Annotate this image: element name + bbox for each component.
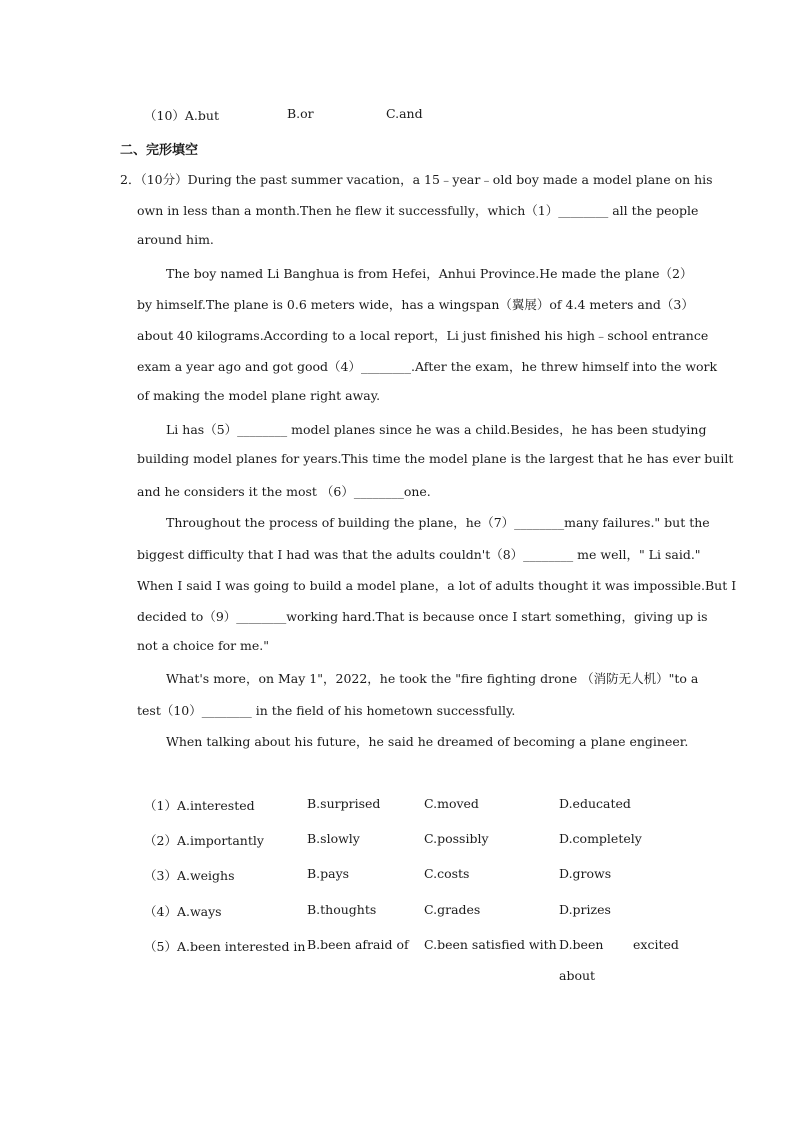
option-1-a: （1）A.interested bbox=[144, 798, 255, 813]
option-2-b: B.slowly bbox=[307, 831, 360, 846]
passage-line: exam a year ago and got good（4）________.After the exam，he threw himself into the work bbox=[137, 359, 718, 374]
option-5-d: D.been bbox=[559, 937, 604, 952]
option-3-a: （3）A.weighs bbox=[144, 868, 235, 883]
passage-line: biggest difficulty that I had was that the adults couldn't（8）________ me well，" Li said." bbox=[137, 547, 701, 562]
option-5-c: C.been satisfied with bbox=[424, 937, 557, 952]
option-3-b: B.pays bbox=[307, 866, 350, 881]
passage-line: decided to（9）________working hard.That is because once I start something，giving up is bbox=[137, 609, 708, 624]
prev-q10-option-c: C.and bbox=[386, 106, 423, 121]
option-4-a: （4）A.ways bbox=[144, 904, 222, 919]
option-5-a: （5）A.been interested in bbox=[144, 939, 306, 954]
passage-line: test（10）________ in the field of his hometown successfully. bbox=[137, 703, 516, 718]
option-5-d-cont: excited bbox=[633, 937, 679, 952]
passage-line: When talking about his future，he said he dreamed of becoming a plane engineer. bbox=[166, 734, 689, 749]
passage-line: What's more，on May 1"，2022，he took the "fire fighting drone （消防无人机）"to a bbox=[166, 671, 699, 686]
passage-line: 2．（10分）During the past summer vacation，a 15﹣year﹣old boy made a model plane on his bbox=[120, 172, 713, 187]
passage-line: and he considers it the most （6）________one. bbox=[137, 484, 431, 499]
passage-line: own in less than a month.Then he flew it successfully，which（1）________ all the people bbox=[137, 203, 699, 218]
passage-line: around him. bbox=[137, 232, 214, 247]
option-5-b: B.been afraid of bbox=[307, 937, 409, 952]
option-1-d: D.educated bbox=[559, 796, 631, 811]
prev-q10-option-b: B.or bbox=[287, 106, 314, 121]
passage-line: of making the model plane right away. bbox=[137, 388, 381, 403]
option-1-b: B.surprised bbox=[307, 796, 381, 811]
option-4-c: C.grades bbox=[424, 902, 481, 917]
option-5-d-wrap: about bbox=[559, 968, 596, 983]
section-heading: 二、完形填空 bbox=[120, 143, 199, 158]
passage-line: by himself.The plane is 0.6 meters wide，has a wingspan（翼展）of 4.4 meters and（3） bbox=[137, 297, 694, 312]
option-2-d: D.completely bbox=[559, 831, 642, 846]
passage-line: When I said I was going to build a model plane，a lot of adults thought it was impossible.But I bbox=[137, 578, 737, 593]
option-3-d: D.grows bbox=[559, 866, 612, 881]
passage-line: The boy named Li Banghua is from Hefei，Anhui Province.He made the plane（2） bbox=[166, 266, 693, 281]
option-4-d: D.prizes bbox=[559, 902, 611, 917]
option-3-c: C.costs bbox=[424, 866, 470, 881]
option-1-c: C.moved bbox=[424, 796, 479, 811]
prev-q10-option-a: （10）A.but bbox=[144, 108, 219, 123]
option-4-b: B.thoughts bbox=[307, 902, 377, 917]
passage-line: Throughout the process of building the plane，he（7）________many failures." but the bbox=[166, 515, 710, 530]
option-2-a: （2）A.importantly bbox=[144, 833, 264, 848]
option-2-c: C.possibly bbox=[424, 831, 489, 846]
passage-line: Li has（5）________ model planes since he was a child.Besides，he has been studying bbox=[166, 422, 707, 437]
passage-line: not a choice for me." bbox=[137, 638, 270, 653]
passage-line: building model planes for years.This time the model plane is the largest that he has ever built bbox=[137, 451, 734, 466]
passage-line: about 40 kilograms.According to a local report，Li just finished his high﹣school entrance bbox=[137, 328, 709, 343]
